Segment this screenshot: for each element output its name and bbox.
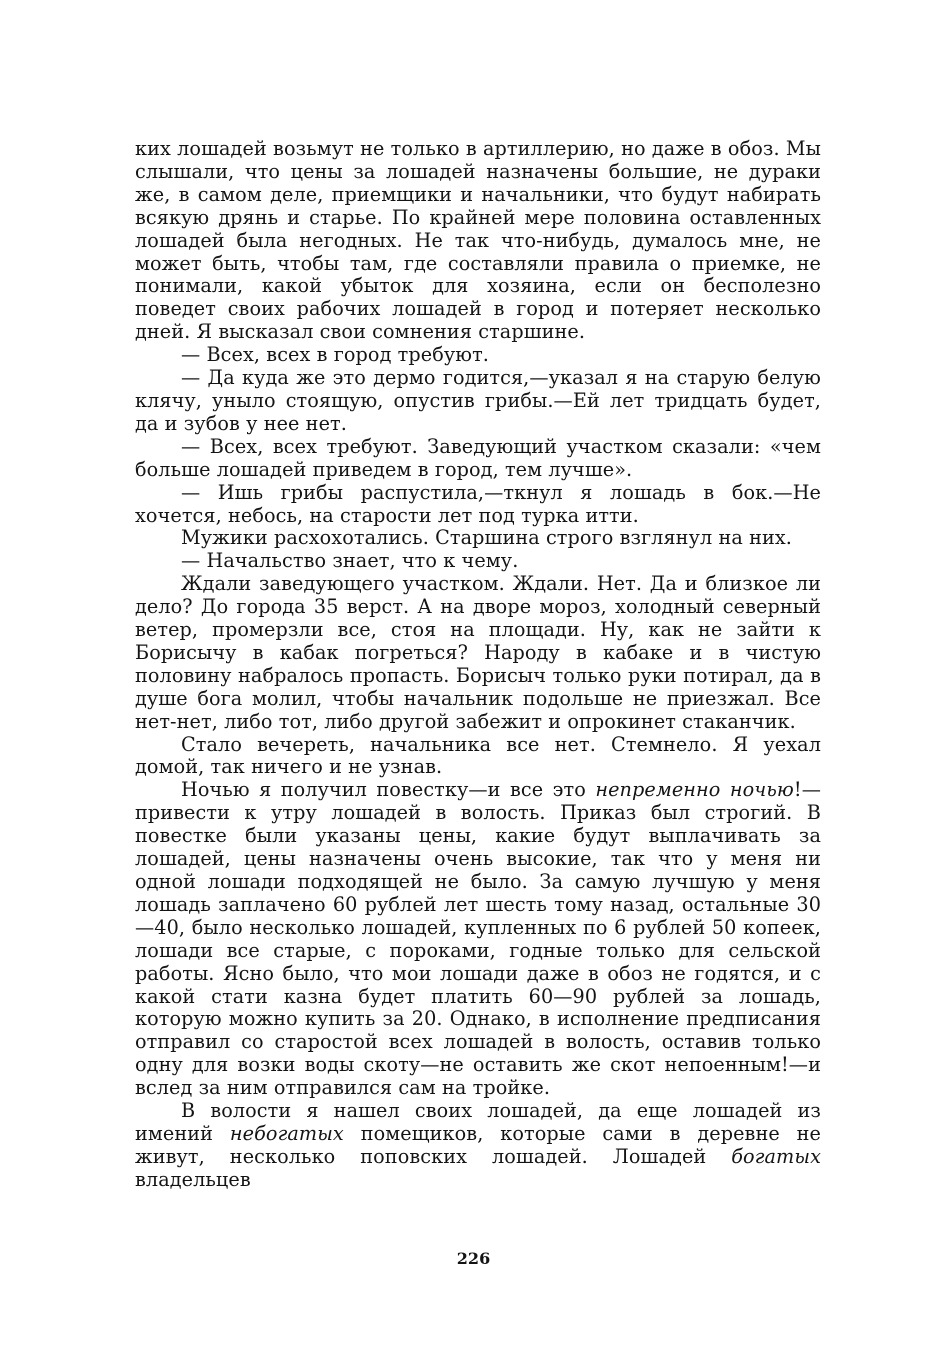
body-text bbox=[135, 138, 821, 1192]
paragraph bbox=[135, 527, 821, 550]
text-run: — Всех, всех требуют. Заведующий участком сказали: «чем больше лошадей приведем в город, тем лучше». bbox=[135, 434, 821, 481]
paragraph bbox=[135, 367, 821, 436]
text-run: В волости я нашел своих лошадей, да еще лошадей из имений bbox=[135, 1099, 821, 1145]
text-run: !—привести к утру лошадей в волость. Приказ был строгий. В повестке были указаны цены, какие будут выплачивать за лошадей, цены назначены очень высокие, так что у меня ни одной лошади подходящей не было. За самую лучшую у меня лошадь заплачено 60 рублей лет шесть тому назад, остальные 30—40, было несколько лошадей, купленных по 6 рублей 50 копеек, лошади все старые, с пороками, годные только для сельской работы. Ясно было, что мои лошади даже в обоз не годятся, и с какой стати казна будет платить 60—90 рублей за лошадь, которую можно купить за 20. Однако, в исполнение предписания отправил со старостой всех лошадей в волость, оставив только одну для возки воды скоту—не оставить же скот непоенным!—и вслед за ним отправился сам на тройке. bbox=[135, 778, 821, 1100]
text-run: владельцев bbox=[135, 1167, 251, 1191]
paragraph bbox=[135, 482, 821, 528]
paragraph bbox=[135, 344, 821, 367]
page-body bbox=[135, 138, 821, 1192]
text-run: — Начальство знает, что к чему. bbox=[181, 549, 519, 573]
text-run: помещиков, которые сами в деревне не живут, несколько поповских лошадей. Лошадей bbox=[135, 1121, 821, 1168]
italic-text: небогатых bbox=[229, 1121, 344, 1145]
paragraph bbox=[135, 550, 821, 573]
text-run: — Ишь грибы распустила,—ткнул я лошадь в бок.—Не хочется, небось, на старости лет под турка итти. bbox=[135, 480, 821, 527]
text-run: Мужики расхохотались. Старшина строго взглянул на них. bbox=[181, 526, 792, 550]
text-run: ких лошадей возьмут не только в артиллерию, но даже в обоз. Мы слышали, что цены за лошадей назначены большие, не дураки же, в самом деле, приемщики и начальники, что будут набирать всякую дрянь и старье. По крайней мере половина оставленных лошадей была негодных. Не так что-нибудь, думалось мне, не может быть, чтобы там, где составляли правила о приемке, не понимали, какой убыток для хозяина, если он бесполезно поведет своих рабочих лошадей в город и потеряет несколько дней. Я высказал свои сомнения старшине. bbox=[135, 137, 821, 344]
italic-text: непременно ночью bbox=[595, 778, 794, 802]
paragraph bbox=[135, 436, 821, 482]
text-run: Ночью я получил повестку—и все это bbox=[181, 778, 596, 802]
italic-text: богатых bbox=[731, 1144, 821, 1168]
paragraph bbox=[135, 573, 821, 733]
page-number: 226 bbox=[456, 1249, 491, 1268]
text-run: — Да куда же это дермо годится,—указал я на старую белую клячу, уныло стоящую, опустив грибы.—Ей лет тридцать будет, да и зубов у нее нет. bbox=[135, 366, 821, 435]
text-run: Стало вечереть, начальника все нет. Стемнело. Я уехал домой, так ничего и не узнав. bbox=[135, 732, 821, 779]
text-run: Ждали заведующего участком. Ждали. Нет. Да и близкое ли дело? До города 35 верст. А на дворе мороз, холодный северный ветер, промерзли все, стоя на площади. Ну, как не зайти к Борисычу в кабак погреться? Народу в кабаке и в чистую половину набралось пропасть. Борисыч только руки потирал, да в душе бога молил, чтобы начальник подольше не приезжал. Все нет-нет, либо тот, либо другой забежит и опрокинет стаканчик. bbox=[135, 572, 821, 733]
paragraph bbox=[135, 734, 821, 780]
paragraph bbox=[135, 138, 821, 344]
paragraph bbox=[135, 1100, 821, 1192]
paragraph bbox=[135, 779, 821, 1100]
text-run: — Всех, всех в город требуют. bbox=[181, 343, 489, 367]
